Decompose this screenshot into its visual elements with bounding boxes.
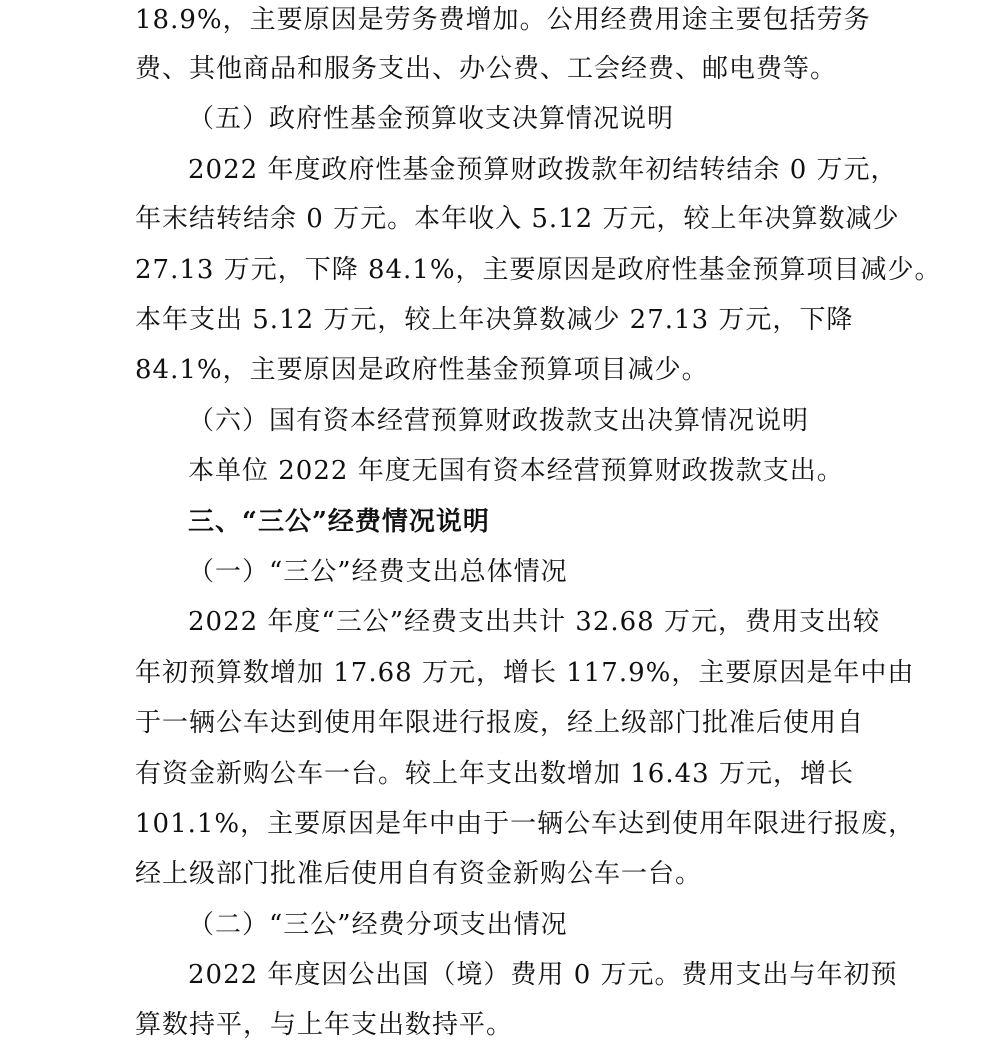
section-heading: （六）国有资本经营预算财政拨款支出决算情况说明 (188, 406, 810, 436)
paragraph-line: 年末结转结余 0 万元。本年收入 5.12 万元，较上年决算数减少 (135, 204, 900, 234)
paragraph-line: 2022 年度政府性基金预算财政拨款年初结转结余 0 万元， (188, 155, 898, 185)
section-heading: （五）政府性基金预算收支决算情况说明 (188, 104, 675, 134)
paragraph-line: 年初预算数增加 17.68 万元，增长 117.9%，主要原因是年中由 (135, 658, 915, 688)
section-heading: （一）“三公”经费支出总体情况 (188, 557, 568, 587)
paragraph-line: 2022 年度“三公”经费支出共计 32.68 万元，费用支出较 (188, 607, 880, 637)
paragraph-line: 经上级部门批准后使用自有资金新购公车一台。 (135, 859, 703, 889)
paragraph-line: 算数持平，与上年支出数持平。 (135, 1010, 514, 1040)
paragraph-line: 本单位 2022 年度无国有资本经营预算财政拨款支出。 (188, 456, 844, 486)
paragraph-line: 27.13 万元，下降 84.1%，主要原因是政府性基金预算项目减少。 (135, 255, 942, 285)
paragraph-line: 费、其他商品和服务支出、办公费、工会经费、邮电费等。 (135, 54, 838, 84)
section-heading: （二）“三公”经费分项支出情况 (188, 910, 568, 940)
paragraph-line: 本年支出 5.12 万元，较上年决算数减少 27.13 万元，下降 (135, 305, 854, 335)
paragraph-line: 有资金新购公车一台。较上年支出数增加 16.43 万元，增长 (135, 759, 854, 789)
paragraph-line: 2022 年度因公出国（境）费用 0 万元。费用支出与年初预 (188, 960, 898, 990)
chapter-heading: 三、“三公”经费情况说明 (188, 507, 490, 537)
paragraph-line: 84.1%，主要原因是政府性基金预算项目减少。 (135, 355, 709, 385)
paragraph-line: 于一辆公车达到使用年限进行报废，经上级部门批准后使用自 (135, 708, 865, 738)
paragraph-line: 18.9%，主要原因是劳务费增加。公用经费用途主要包括劳务 (135, 5, 871, 35)
paragraph-line: 101.1%，主要原因是年中由于一辆公车达到使用年限进行报废， (135, 809, 916, 839)
